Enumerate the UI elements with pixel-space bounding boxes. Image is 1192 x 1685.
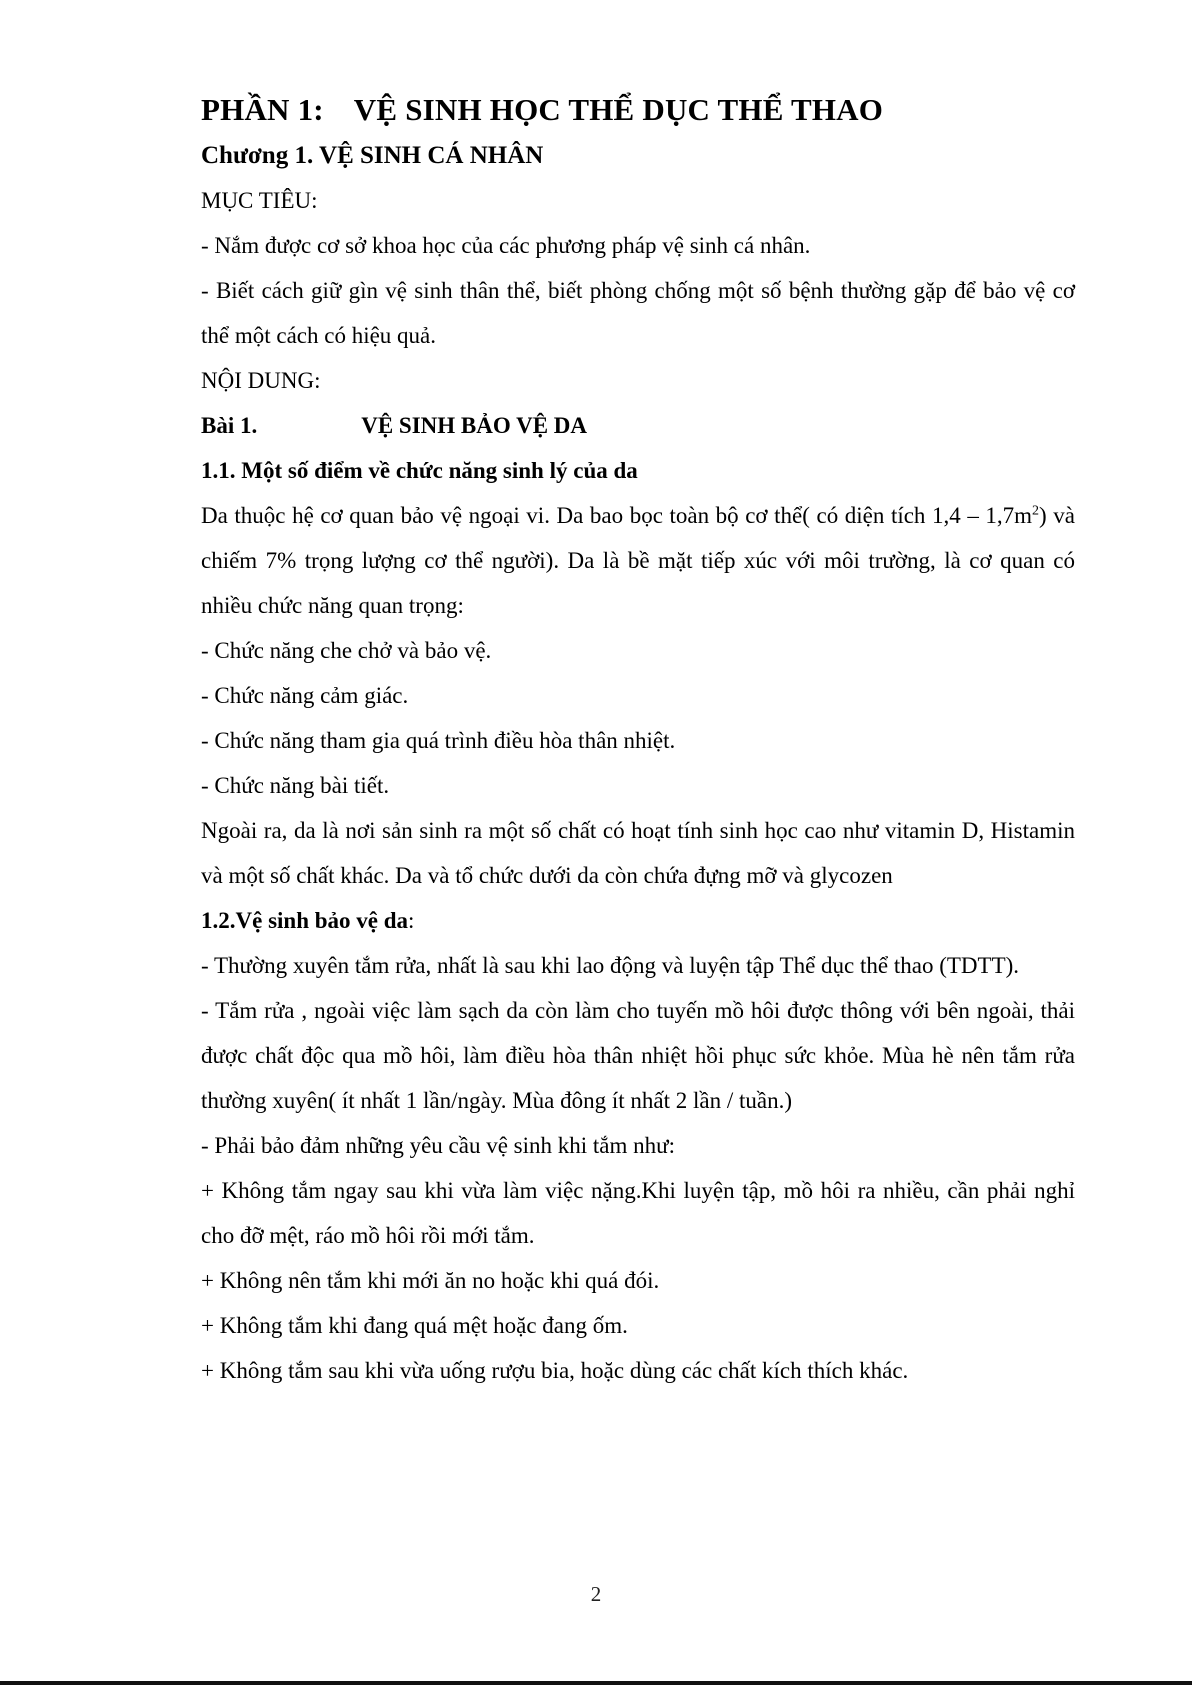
page-number: 2 (590, 1582, 602, 1606)
function-item-2: - Chức năng cảm giác. (201, 683, 409, 708)
bath-rule-2: + Không nên tắm khi mới ăn no hoặc khi quá đói. (201, 1268, 660, 1293)
skin-superscript: 2 (1032, 503, 1040, 519)
function-item-3: - Chức năng tham gia quá trình điều hòa thân nhiệt. (201, 728, 676, 753)
chapter-text: VỆ SINH CÁ NHÂN (313, 142, 544, 169)
objective-1: - Nắm được cơ sở khoa học của các phương pháp vệ sinh cá nhân. (201, 233, 811, 258)
chapter-label: Chương 1 (201, 142, 307, 169)
part-label: PHẦN 1: (201, 92, 324, 127)
skin-text-a: Da thuộc hệ cơ quan bảo vệ ngoại vi. Da bao bọc toàn bộ cơ thể( có diện tích 1,4 – 1,7m (201, 503, 1033, 528)
section-1-2-tail: : (408, 908, 415, 933)
objective-2: - Biết cách giữ gìn vệ sinh thân thể, biết phòng chống một số bệnh thường gặp để bảo vệ cơ thể một cách có hiệu quả. (201, 278, 1075, 348)
bath-rule-4: + Không tắm sau khi vừa uống rượu bia, hoặc dùng các chất kích thích khác. (201, 1358, 909, 1383)
bath-rule-3: + Không tắm khi đang quá mệt hoặc đang ốm. (201, 1313, 628, 1338)
skin-text-b: ) và chiếm 7% trọng lượng cơ thể người). Da là bề mặt tiếp xúc với môi trường, là cơ quan có nhiều chức năng quan trọng: (201, 503, 1075, 618)
section-1-2-label: 1.2.Vệ sinh bảo vệ da (201, 908, 409, 933)
hygiene-item-3: - Phải bảo đảm những yêu cầu vệ sinh khi tắm như: (201, 1133, 675, 1158)
lesson-heading (201, 403, 1075, 448)
chapter-title (201, 136, 1075, 176)
content-heading: NỘI DUNG: (201, 368, 321, 393)
part-text: VỆ SINH HỌC THỂ DỤC THỂ THAO (353, 92, 884, 127)
skin-paragraph (201, 493, 1075, 628)
extra-paragraph: Ngoài ra, da là nơi sản sinh ra một số chất có hoạt tính sinh học cao như vitamin D, Histamin và một số chất khác. Da và tổ chức dưới da còn chứa đựng mỡ và glycozen (201, 818, 1075, 888)
section-1-1-heading: 1.1. Một số điểm về chức năng sinh lý của da (201, 458, 638, 483)
page-bottom-edge (0, 1681, 1192, 1685)
bath-rule-1: + Không tắm ngay sau khi vừa làm việc nặng.Khi luyện tập, mồ hôi ra nhiều, cần phải nghỉ cho đỡ mệt, ráo mồ hôi rồi mới tắm. (201, 1178, 1075, 1248)
lesson-label: Bài 1. (201, 413, 258, 438)
document-page (201, 88, 1075, 1393)
function-item-4: - Chức năng bài tiết. (201, 773, 390, 798)
hygiene-item-2: - Tắm rửa , ngoài việc làm sạch da còn làm cho tuyến mồ hôi được thông với bên ngoài, thải được chất độc qua mồ hôi, làm điều hòa thân nhiệt hồi phục sức khỏe. Mùa hè nên tắm rửa thường xuyên( ít nhất 1 lần/ngày. Mùa đông ít nhất 2 lần / tuần.) (201, 998, 1075, 1113)
function-item-1: - Chức năng che chở và bảo vệ. (201, 638, 492, 663)
chapter-separator: . (306, 142, 314, 169)
lesson-text: VỆ SINH BẢO VỆ DA (361, 413, 588, 438)
section-1-2-heading (201, 898, 1075, 943)
hygiene-item-1: - Thường xuyên tắm rửa, nhất là sau khi lao động và luyện tập Thể dục thể thao (TDTT). (201, 953, 1020, 978)
objectives-heading: MỤC TIÊU: (201, 188, 318, 213)
part-title (201, 88, 1075, 132)
